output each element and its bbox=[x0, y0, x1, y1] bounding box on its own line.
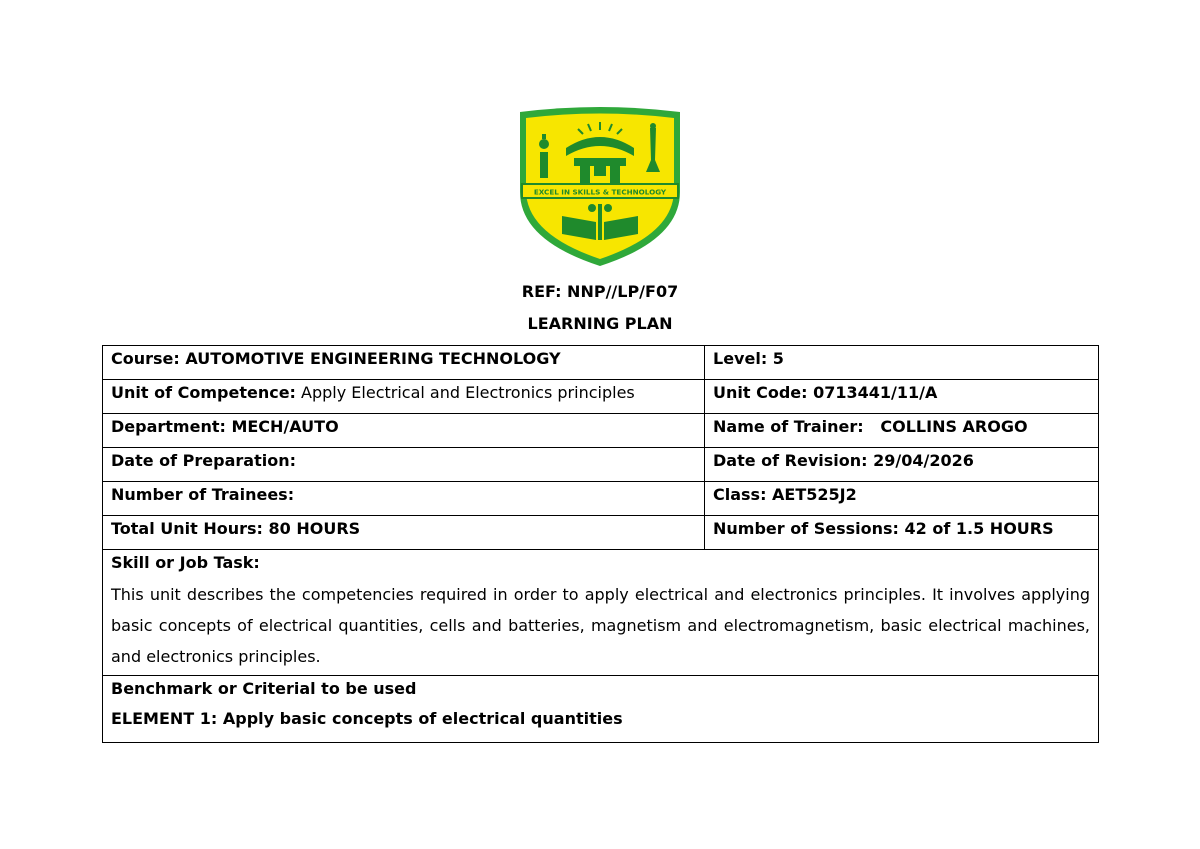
unit-of-competence-cell bbox=[103, 380, 705, 414]
class-cell: Class: AET525J2 bbox=[705, 482, 1099, 516]
number-of-trainees-cell: Number of Trainees: bbox=[103, 482, 705, 516]
skill-task-description: This unit describes the competencies required in order to apply electrical and electronics principles. It involves applying basic concepts of electrical quantities, cells and batteries, magnetism and electromagnetism, basic electrical machines, and electronics principles. bbox=[111, 585, 1090, 666]
table-row bbox=[103, 550, 1099, 676]
number-of-sessions-cell: Number of Sessions: 42 of 1.5 HOURS bbox=[705, 516, 1099, 550]
table-row bbox=[103, 346, 1099, 380]
unit-code-cell: Unit Code: 0713441/11/A bbox=[705, 380, 1099, 414]
unit-of-competence-value: Apply Electrical and Electronics principles bbox=[295, 383, 635, 402]
date-of-revision-cell: Date of Revision: 29/04/2026 bbox=[705, 448, 1099, 482]
department-cell: Department: MECH/AUTO bbox=[103, 414, 705, 448]
total-unit-hours-cell: Total Unit Hours: 80 HOURS bbox=[103, 516, 705, 550]
reference-number: REF: NNP//LP/F07 bbox=[521, 282, 679, 301]
table-row bbox=[103, 448, 1099, 482]
table-row bbox=[103, 380, 1099, 414]
date-of-preparation-cell: Date of Preparation: bbox=[103, 448, 705, 482]
torch-left-icon bbox=[539, 134, 549, 178]
skill-task-cell bbox=[103, 550, 1099, 676]
course-cell: Course: AUTOMOTIVE ENGINEERING TECHNOLOGY bbox=[103, 346, 705, 380]
logo-motto: EXCEL IN SKILLS & TECHNOLOGY bbox=[533, 187, 667, 197]
skill-task-label: Skill or Job Task: bbox=[111, 553, 260, 572]
unit-of-competence-label: Unit of Competence: bbox=[111, 383, 296, 402]
table-row bbox=[103, 482, 1099, 516]
table-row bbox=[103, 414, 1099, 448]
element-1-heading: ELEMENT 1: Apply basic concepts of electrical quantities bbox=[111, 709, 623, 728]
trainer-cell: Name of Trainer: COLLINS AROGO bbox=[705, 414, 1099, 448]
table-row bbox=[103, 676, 1099, 743]
benchmark-label: Benchmark or Criterial to be used bbox=[111, 679, 417, 698]
benchmark-cell bbox=[103, 676, 1099, 743]
table-row bbox=[103, 516, 1099, 550]
institution-logo bbox=[514, 100, 686, 270]
document-title: LEARNING PLAN bbox=[527, 314, 673, 333]
level-cell: Level: 5 bbox=[705, 346, 1099, 380]
learning-plan-table bbox=[102, 345, 1099, 743]
